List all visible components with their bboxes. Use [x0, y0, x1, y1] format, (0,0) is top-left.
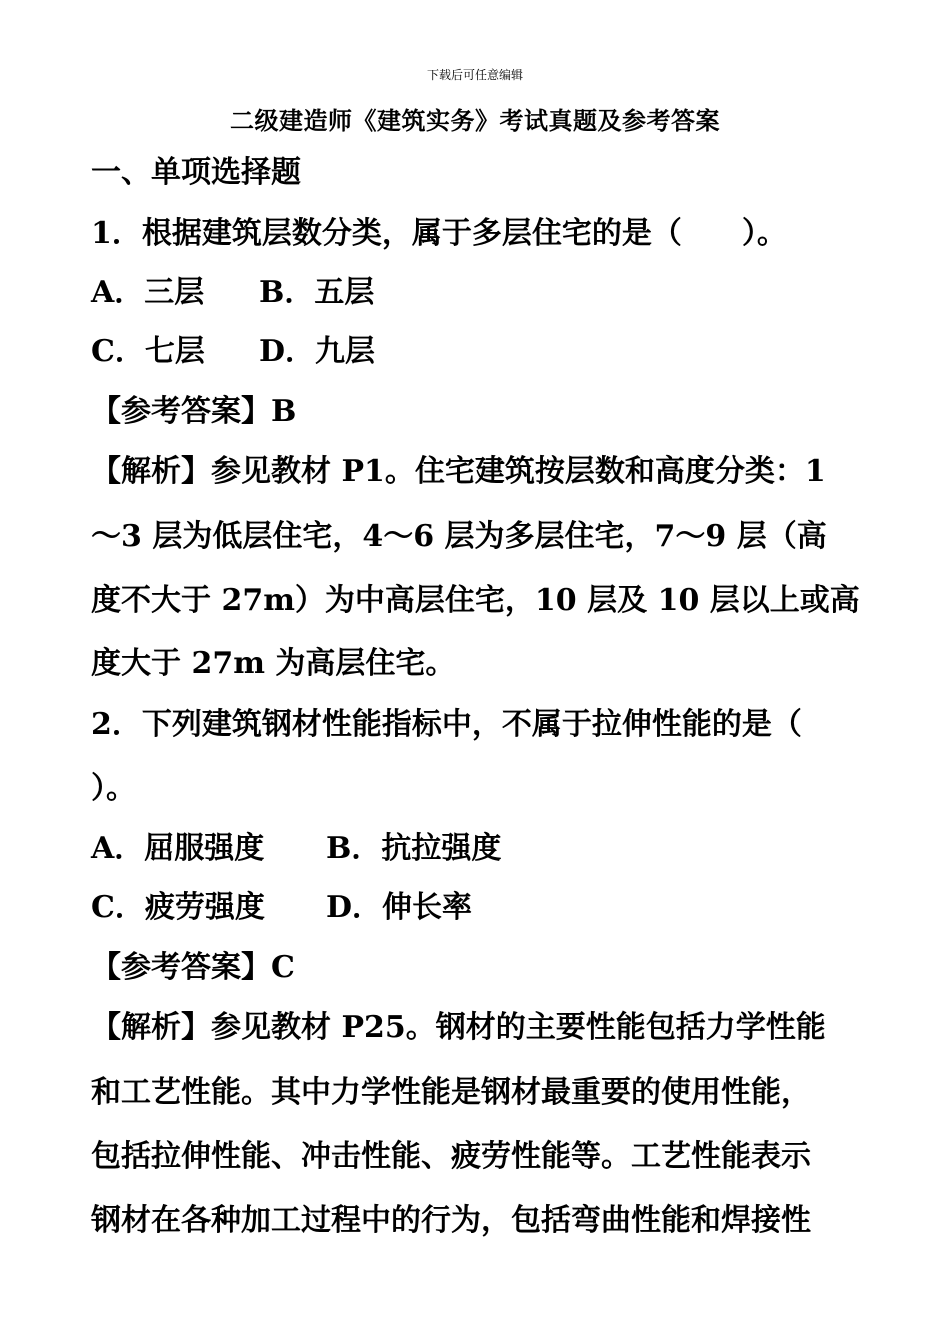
question-2-analysis-line: 钢材在各种加工过程中的行为，包括弯曲性能和焊接性 [91, 1203, 811, 1238]
question-1-options-row-2 [91, 334, 375, 370]
section-title: 一、单项选择题 [91, 155, 301, 190]
question-1-option-d: D．九层 [259, 334, 376, 369]
question-1-stem: 1．根据建筑层数分类，属于多层住宅的是（ ）。 [91, 216, 787, 251]
question-1-analysis-line: 【解析】参见教材 P1。住宅建筑按层数和高度分类：1 [91, 454, 826, 489]
question-2-option-b: B．抗拉强度 [326, 831, 502, 866]
question-2-analysis-line: 和工艺性能。其中力学性能是钢材最重要的使用性能， [91, 1075, 811, 1110]
question-2-stem-line: 2．下列建筑钢材性能指标中，不属于拉伸性能的是（ [91, 707, 802, 742]
question-2-analysis-line: 【解析】参见教材 P25。钢材的主要性能包括力学性能 [91, 1010, 826, 1045]
question-1-analysis-line: ～3 层为低层住宅，4～6 层为多层住宅，7～9 层（高 [91, 519, 827, 554]
header-note: 下载后可任意编辑 [426, 68, 523, 82]
question-2-option-a: A．屈服强度 [91, 831, 265, 866]
question-2-analysis-line: 包括拉伸性能、冲击性能、疲劳性能等。工艺性能表示 [91, 1139, 811, 1174]
question-1-analysis-line: 度不大于 27m）为中高层住宅，10 层及 10 层以上或高 [91, 583, 860, 618]
question-2-options-row-1 [91, 831, 501, 867]
question-2-option-c: C．疲劳强度 [91, 890, 265, 925]
question-1-option-a: A．三层 [91, 275, 205, 310]
question-1-answer: 【参考答案】B [91, 394, 297, 429]
question-1-option-b: B．五层 [259, 275, 375, 310]
question-2-stem-line: ）。 [91, 771, 136, 806]
question-2-options-row-2 [91, 890, 472, 926]
question-1-option-c: C．七层 [91, 334, 205, 369]
document-title: 二级建造师《建筑实务》考试真题及参考答案 [230, 106, 720, 135]
question-2-answer: 【参考答案】C [91, 950, 295, 985]
question-1-analysis-line: 度大于 27m 为高层住宅。 [91, 646, 456, 681]
question-1-options-row-1 [91, 275, 374, 311]
question-2-option-d: D．伸长率 [326, 890, 473, 925]
